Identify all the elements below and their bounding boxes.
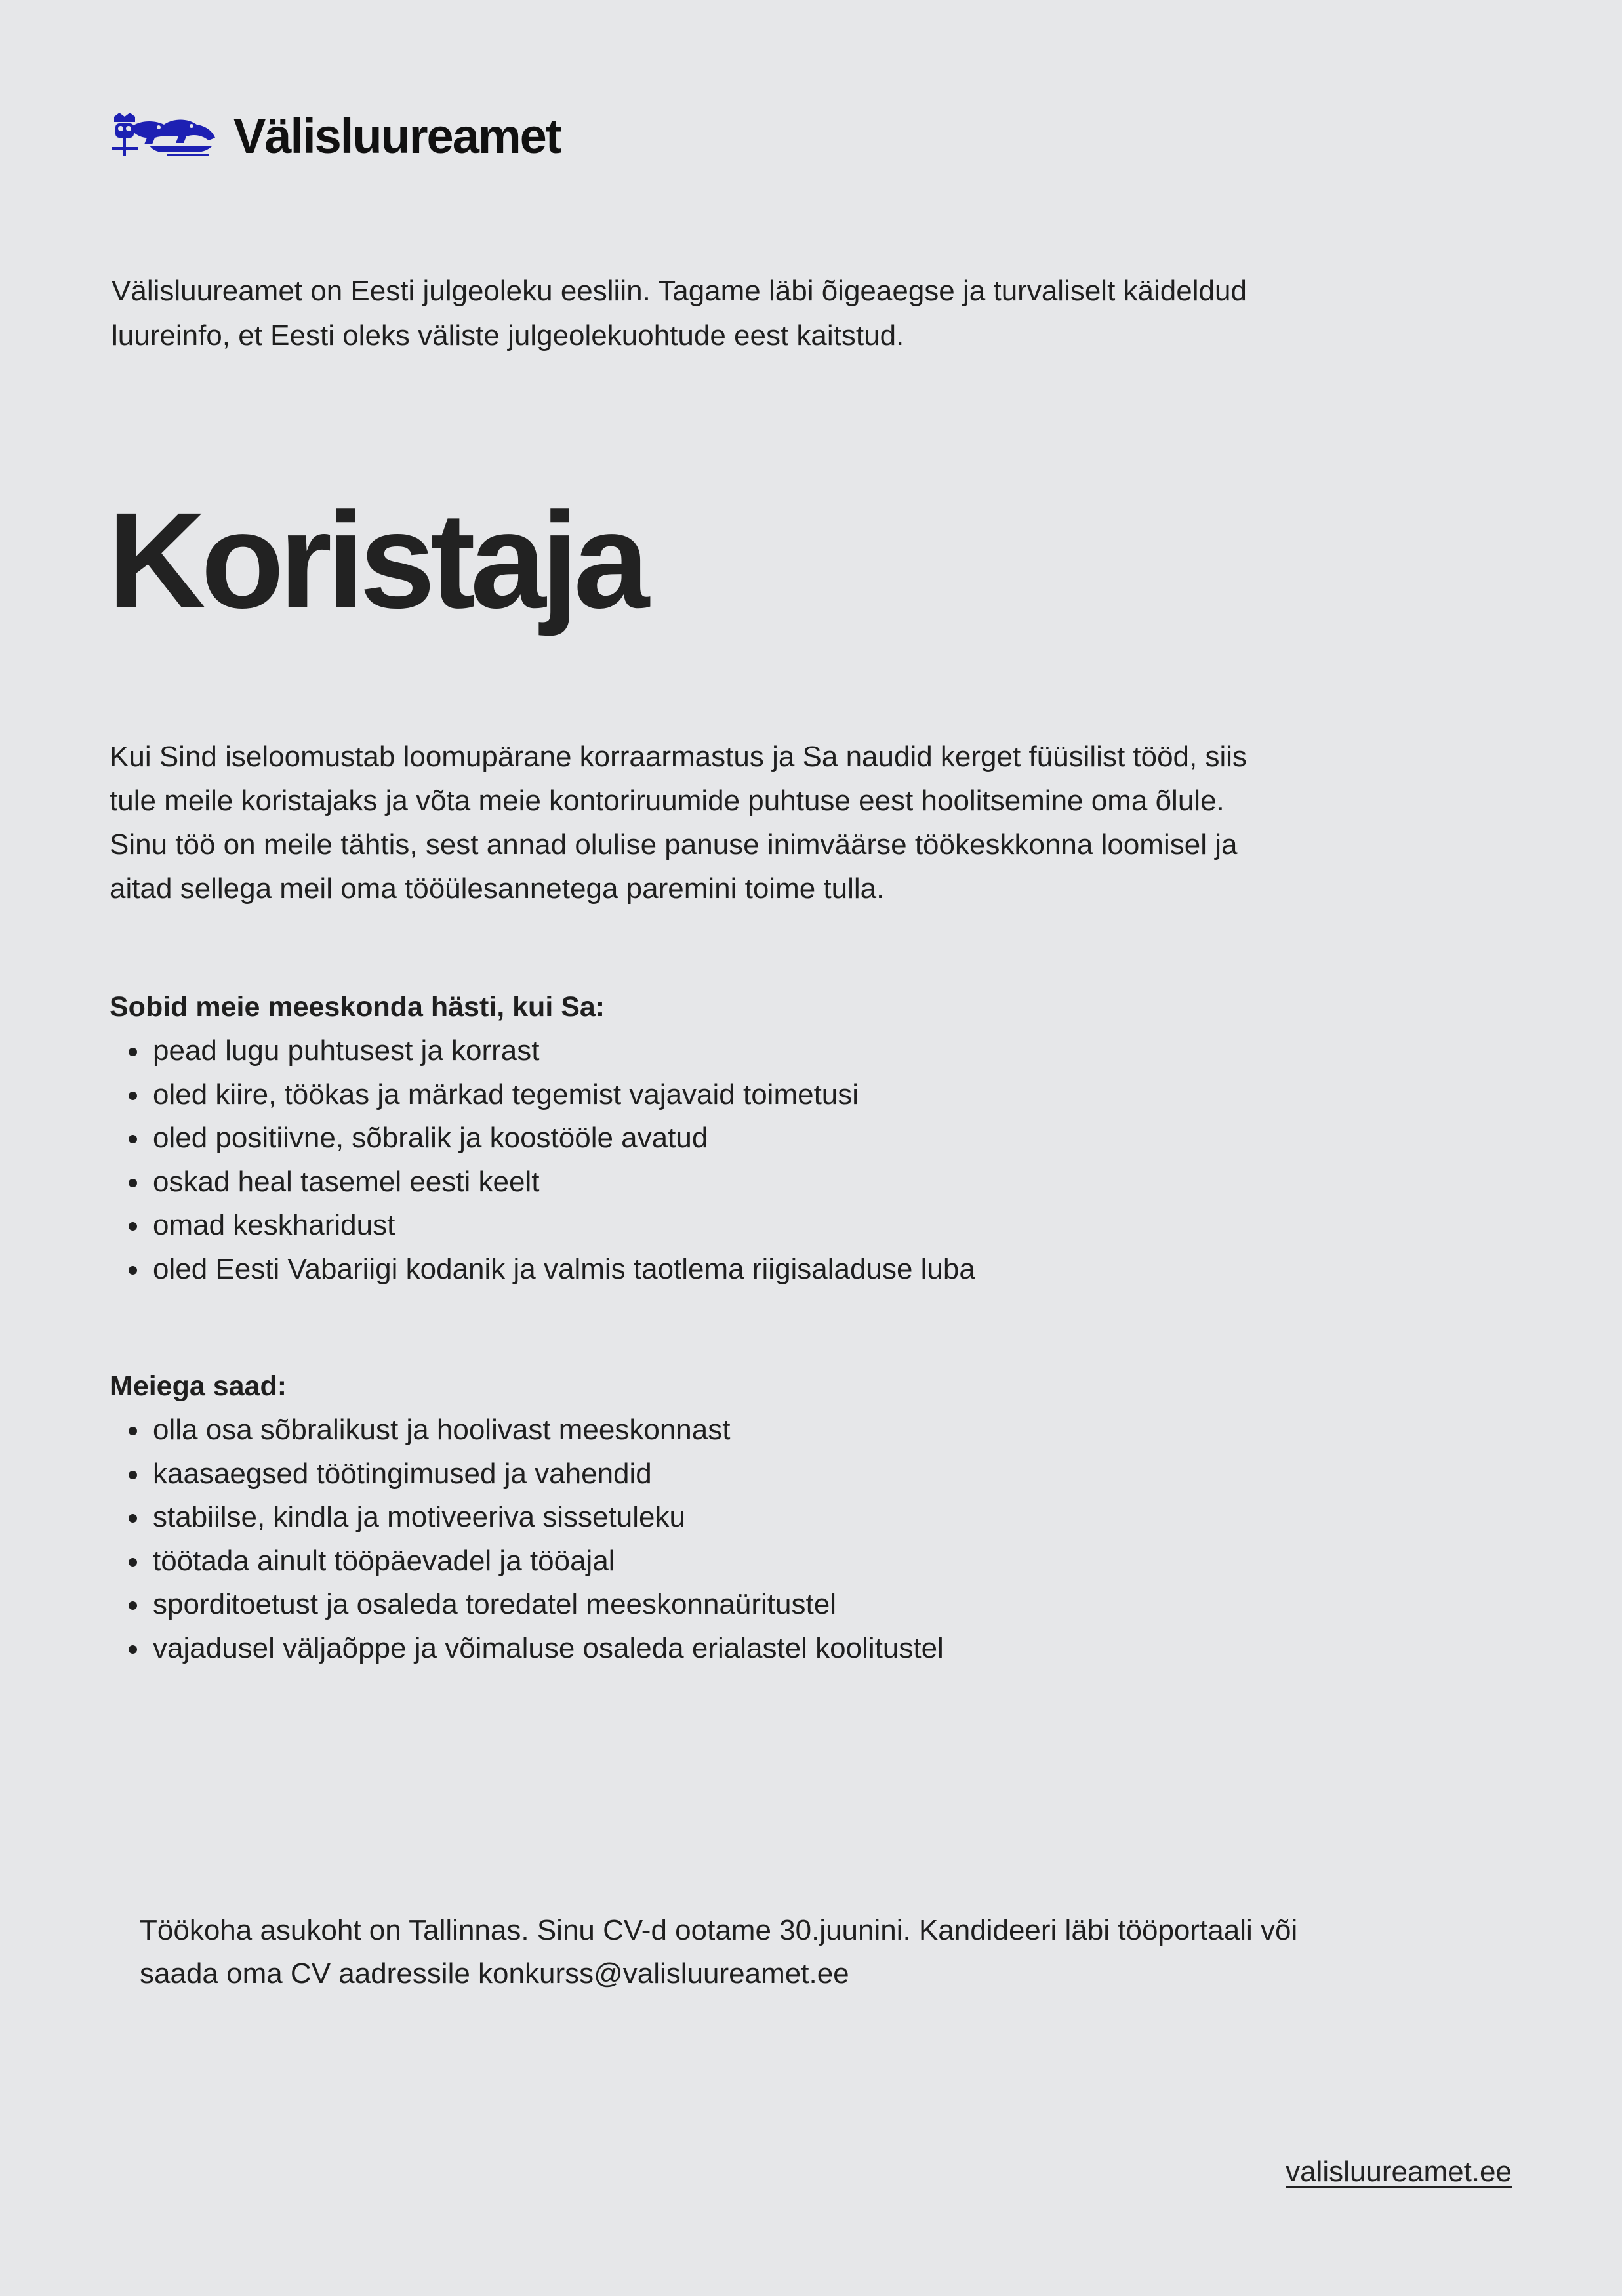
job-title: Koristaja	[108, 485, 645, 637]
list-item	[110, 1029, 1356, 1073]
bullet-icon	[129, 1222, 137, 1231]
requirements-section	[110, 985, 1356, 1291]
benefits-list	[110, 1408, 1356, 1670]
list-item-text: sporditoetust ja osaleda toredatel meeskonnaüritustel	[153, 1588, 836, 1620]
application-note-line-1: Töökoha asukoht on Tallinnas. Sinu CV-d ootame 30.juunini. Kandideeri läbi tööportaali või	[140, 1914, 1298, 1946]
list-item	[110, 1073, 1356, 1117]
bullet-icon	[129, 1179, 137, 1187]
list-item	[110, 1452, 1356, 1496]
bullet-icon	[129, 1427, 137, 1435]
requirements-list	[110, 1029, 1356, 1291]
list-item-text: stabiilse, kindla ja motiveeriva sissetuleku	[153, 1501, 685, 1533]
bullet-icon	[129, 1135, 137, 1143]
benefits-section	[110, 1364, 1356, 1670]
bullet-icon	[129, 1645, 137, 1654]
list-item-text: kaasaegsed töötingimused ja vahendid	[153, 1457, 652, 1490]
list-item-text: vajadusel väljaõppe ja võimaluse osaleda erialastel koolitustel	[153, 1631, 944, 1664]
bullet-icon	[129, 1471, 137, 1479]
benefits-heading: Meiega saad:	[110, 1370, 287, 1402]
list-item	[110, 1583, 1356, 1627]
list-item	[110, 1540, 1356, 1584]
application-note-line-2: saada oma CV aadressile konkurss@valisluureamet.ee	[140, 1958, 849, 1990]
list-item	[110, 1248, 1356, 1292]
list-item	[110, 1117, 1356, 1160]
requirements-heading: Sobid meie meeskonda hästi, kui Sa:	[110, 991, 605, 1023]
list-item	[110, 1496, 1356, 1540]
brand-name: Välisluureamet	[233, 109, 561, 163]
bullet-icon	[129, 1601, 137, 1610]
website-link[interactable]: valisluureamet.ee	[1286, 2156, 1512, 2188]
list-item-text: olla osa sõbralikust ja hoolivast meeskonnast	[153, 1414, 731, 1446]
bullet-icon	[129, 1266, 137, 1275]
list-item	[110, 1160, 1356, 1204]
list-item-text: omad keskharidust	[153, 1209, 395, 1241]
list-item-text: pead lugu puhtusest ja korrast	[153, 1035, 540, 1067]
application-note	[140, 1909, 1451, 1996]
list-item-text: töötada ainult tööpäevadel ja tööajal	[153, 1544, 615, 1577]
list-item	[110, 1408, 1356, 1452]
list-item	[110, 1204, 1356, 1248]
bullet-icon	[129, 1048, 137, 1056]
intro-text: Välisluureamet on Eesti julgeoleku eesliin. Tagame läbi õigeaegse ja turvaliselt käideldud luureinfo, et Eesti oleks väliste julgeolekuohtude eest kaitstud.	[112, 275, 1247, 352]
job-description: Kui Sind iseloomustab loomupärane korraarmastus ja Sa naudid kerget füüsilist tööd, siis tule meile koristajaks ja võta meie kontoriruumide puhtuse eest hoolitsemine oma õlule. Sinu töö on meile tähtis, sest annad olulise panuse inimväärse töökeskkonna loomisel ja aitad sellega meil oma tööülesannetega paremini toime tulla.	[110, 741, 1247, 905]
list-item-text: oskad heal tasemel eesti keelt	[153, 1165, 540, 1198]
list-item-text: oled kiire, töökas ja märkad tegemist vajavaid toimetusi	[153, 1078, 859, 1111]
bullet-icon	[129, 1092, 137, 1100]
list-item-text: oled Eesti Vabariigi kodanik ja valmis taotlema riigisaladuse luba	[153, 1252, 975, 1285]
heraldic-lions-icon	[110, 112, 218, 161]
bullet-icon	[129, 1514, 137, 1523]
header-logo	[110, 110, 560, 163]
bullet-icon	[129, 1558, 137, 1567]
list-item	[110, 1627, 1356, 1671]
list-item-text: oled positiivne, sõbralik ja koostööle avatud	[153, 1122, 708, 1154]
